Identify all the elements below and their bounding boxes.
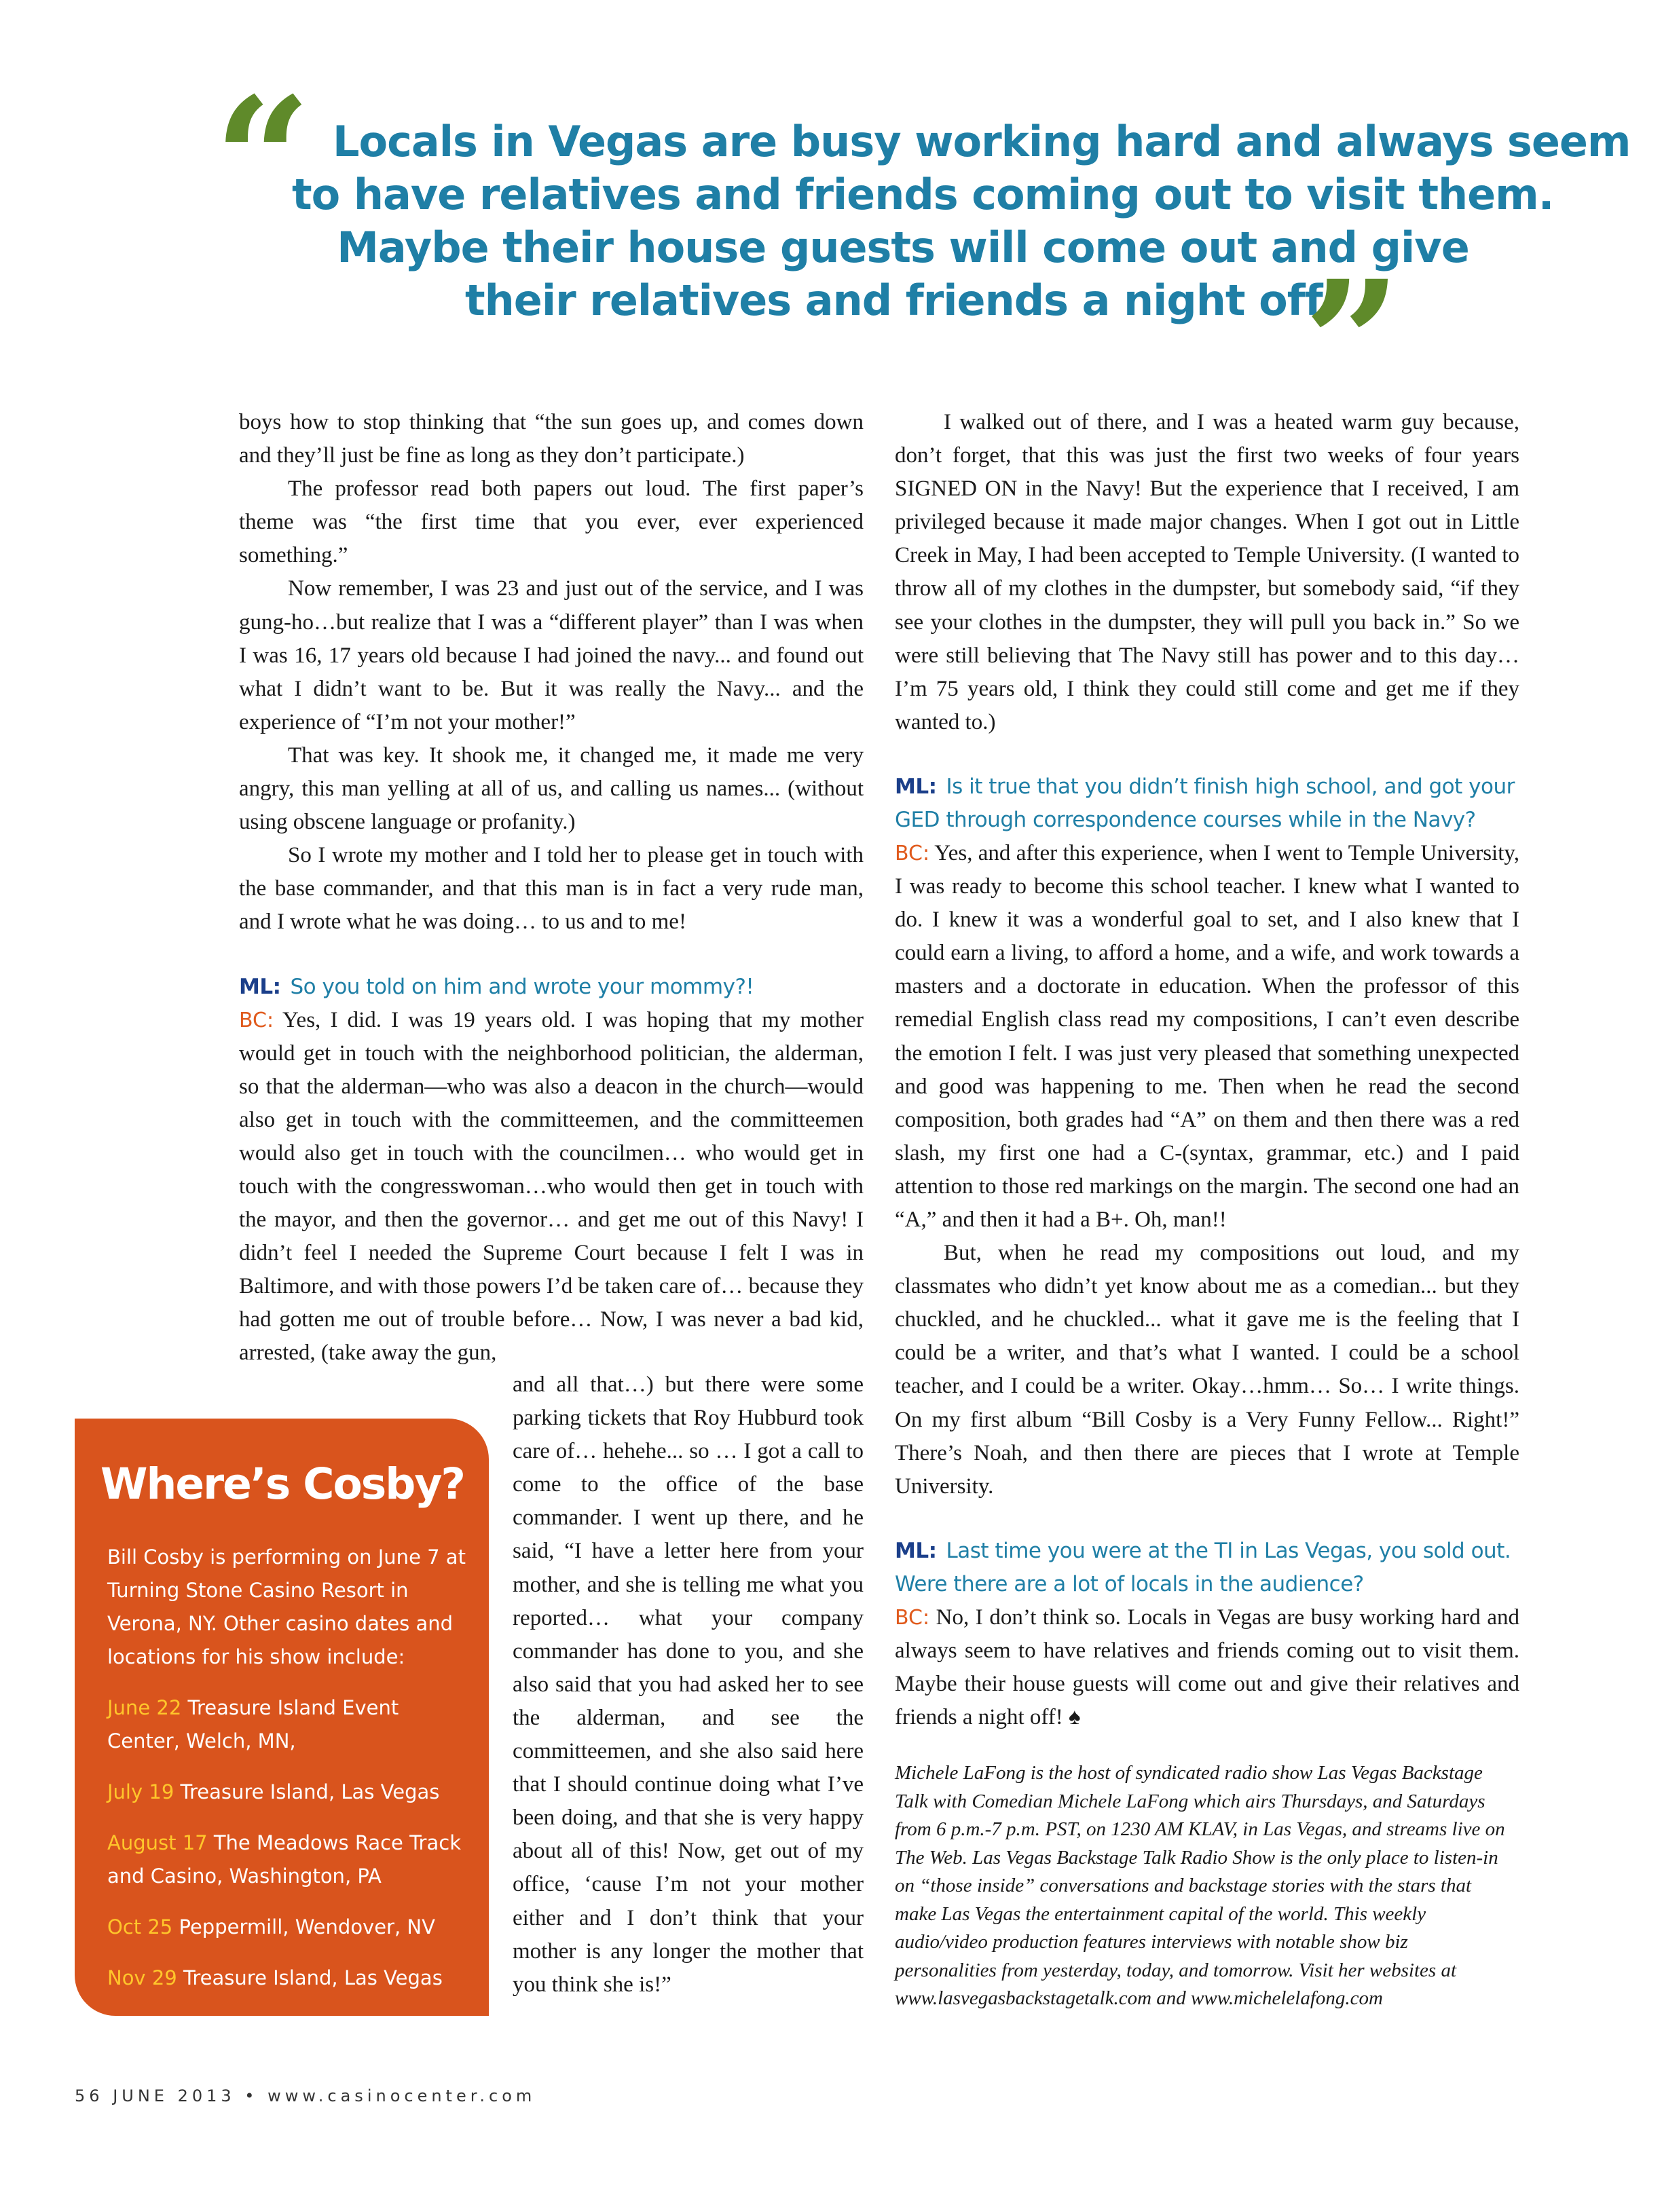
answer-text: Yes, and after this experience, when I went to Temple University, I was ready to become this school teacher. I knew what I wanted to do. I knew it was a wonderful goal to set, and I also knew that I could earn a living, to afford a home, and a wife, and work towards a masters and a doctorate in education. When the professor of this remedial English class read my compositions, I can’t even describe the emotion I felt. I was just very pleased that something unexpected and good was happening to me. Then when he read the second composition, both grades had “A” on them and then there was a red slash, my first one had a C-(syntax, grammar, etc.) and I paid attention to those red markings on the margin. The second one had an “A,” and then it had a B+. Oh, man!! [895,840,1519,1232]
pull-quote-line: their relatives and friends a night off! [465,276,1341,325]
speaker-label: BC: [895,1605,930,1630]
show-date-item [107,1911,474,1944]
show-place: Peppermill, Wendover, NV [179,1915,435,1938]
right-column [895,406,1519,1734]
interview-answer [239,1004,864,1370]
show-place: Treasure Island, Las Vegas [180,1780,440,1803]
pull-quote-line: Maybe their house guests will come out and give [337,223,1469,272]
paragraph: I walked out of there, and I was a heated warm guy because, don’t forget, that this was just the first two weeks of four years SIGNED ON in the Navy! But the experience that I received, I am privileged because it made major changes. When I got out in Little Creek in May, I had been accepted to Temple University. (I wanted to throw all of my clothes in the dumpster, but somebody said, “if they see your clothes in the dumpster, they will pull you back in.” So we were still believing that The Navy still has power and to this day… I’m 75 years old, I think they could still come and get me if they wanted to.) [895,410,1519,734]
show-date-item [107,1776,474,1809]
show-date-item [107,1826,474,1893]
left-column [239,406,864,1370]
show-date: Oct 25 [107,1915,173,1938]
interviewer-label: ML: [895,774,937,799]
interviewer-label: ML: [239,974,281,999]
pull-quote-line: Locals in Vegas are busy working hard and always seem [333,117,1631,166]
pull-quote-line: to have relatives and friends coming out to visit them. [292,170,1554,219]
show-place: Treasure Island Event Center, Welch, MN, [107,1696,399,1752]
interviewer-label: ML: [895,1538,937,1563]
show-date: Nov 29 [107,1966,177,1989]
sidebar-title: Where’s Cosby? [100,1459,464,1509]
footer-separator: • [244,2086,259,2105]
paragraph: So I wrote my mother and I told her to please get in touch with the base commander, and that this man is in fact a very rude man, and I wrote what he was doing… to us and to me! [239,843,864,935]
interview-question [895,1535,1519,1601]
question-text: So you told on him and wrote your mommy?! [290,974,754,999]
paragraph: That was key. It shook me, it changed me, it made me very angry, this man yelling at all of us, and calling us names... (without using obscene language or profanity.) [239,743,864,835]
show-date-item [107,1962,474,1995]
page-number: 56 [75,2086,104,2105]
paragraph: The professor read both papers out loud. The first paper’s theme was “the first time that you ever, ever experienced something.” [239,476,864,568]
issue-date: JUNE 2013 [113,2086,236,2105]
sidebar-intro: Bill Cosby is performing on June 7 at Turning Stone Casino Resort in Verona, NY. Other casino dates and locations for his show include: [107,1545,466,1668]
mid-column [513,1368,864,2002]
page-footer [75,2086,536,2105]
bio-text: Michele LaFong is the host of syndicated radio show Las Vegas Backstage Talk with Comedian Michele LaFong which airs Thursdays, and Saturdays from 6 p.m.-7 p.m. PST, on 1230 AM KLAV, in Las Vegas, and streams live on The Web. Las Vegas Backstage Talk Radio Show is the only place to listen-in on “those inside” conversations and backstage stories with the stars that make Las Vegas the entertainment capital of the world. This weekly audio/video production features interviews with notable show biz personalities from yesterday, today, and tomorrow. Visit her websites at www.lasvegasbackstagetalk.com and www.michelelafong.com [895,1762,1505,2009]
open-quote-mark: “ [214,60,312,259]
speaker-label: BC: [895,841,930,865]
show-place: The Meadows Race Track and Casino, Washington, PA [107,1831,461,1888]
show-date: June 22 [107,1696,182,1719]
show-date-item [107,1691,474,1758]
author-bio [895,1759,1513,2013]
show-place: Treasure Island, Las Vegas [183,1966,443,1989]
answer-text: Yes, I did. I was 19 years old. I was hoping that my mother would get in touch with the neighborhood politician, the alderman, so that the alderman—who was also a deacon in the church—would also get in touch with the committeemen, and the committeemen would also get in touch with the councilmen… who would get in touch with the congresswoman…who would then get in touch with the mayor, and then the governor… and get me out of this Navy! I didn’t feel I needed the Supreme Court because I felt I was in Baltimore, and with those powers I’d be taken care of… because they had gotten me out of trouble before… Now, I was never a bad kid, arrested, (take away the gun, [239,1007,864,1366]
interview-answer [895,1601,1519,1734]
answer-text: No, I don’t think so. Locals in Vegas are busy working hard and always seem to have relatives and friends coming out to visit them. Maybe their house guests will come out and give their relatives and friends a night off! [895,1605,1519,1730]
paragraph: and all that…) but there were some parking tickets that Roy Hubburd took care of… hehehe... so … I got a call to come to the office of the base commander. I went up there, and he said, “I have a letter here from your mother, and she is telling me what you reported… what your company commander has done to you, and she also said that you had asked her to see the alderman, and see the committeemen, and she also said here that I should continue doing what I’ve been doing, and that she is very happy about all of this! Now, get out of my office, ‘cause I’m not your mother either and I don’t think that your mother is any longer the mother that you think she is!” [513,1372,864,1997]
wheres-cosby-box [75,1419,489,2016]
paragraph: But, when he read my compositions out loud, and my classmates who didn’t yet know about me as a comedian... but they chuckled, and he chuckled... what it gave me is the feeling that I could be a writer, and that’s what I wanted. I could be a school teacher, and I could be a writer. Okay…hmm… So… I write things. On my first album “Bill Cosby is a Very Funny Fellow... Right!” There’s Noah, and then there are pieces that I wrote at Temple University. [895,1241,1519,1499]
sidebar-body [107,1541,474,2012]
paragraph: Now remember, I was 23 and just out of the service, and I was gung-ho…but realize that I was a “different player” than I was when I was 16, 17 years old because I had joined the navy... and found out what I didn’t want to be. But it was really the Navy... and the experience of “I’m not your mother!” [239,576,864,734]
website-link[interactable]: www.casinocenter.com [267,2086,536,2105]
speaker-label: BC: [239,1008,274,1032]
question-text: Last time you were at the TI in Las Vegas, you sold out. Were there are a lot of locals in the audience? [895,1538,1511,1596]
question-text: Is it true that you didn’t finish high school, and got your GED through correspondence courses while in the Navy? [895,774,1515,832]
paragraph: boys how to stop thinking that “the sun goes up, and comes down and they’ll just be fine as long as they don’t participate.) [239,410,864,468]
close-quote-mark: ” [1304,243,1401,443]
show-date: August 17 [107,1831,208,1854]
interview-answer [895,837,1519,1237]
interview-question [895,770,1519,837]
spade-end-mark: ♠ [1069,1705,1081,1730]
show-date: July 19 [107,1780,174,1803]
interview-question [239,971,864,1004]
